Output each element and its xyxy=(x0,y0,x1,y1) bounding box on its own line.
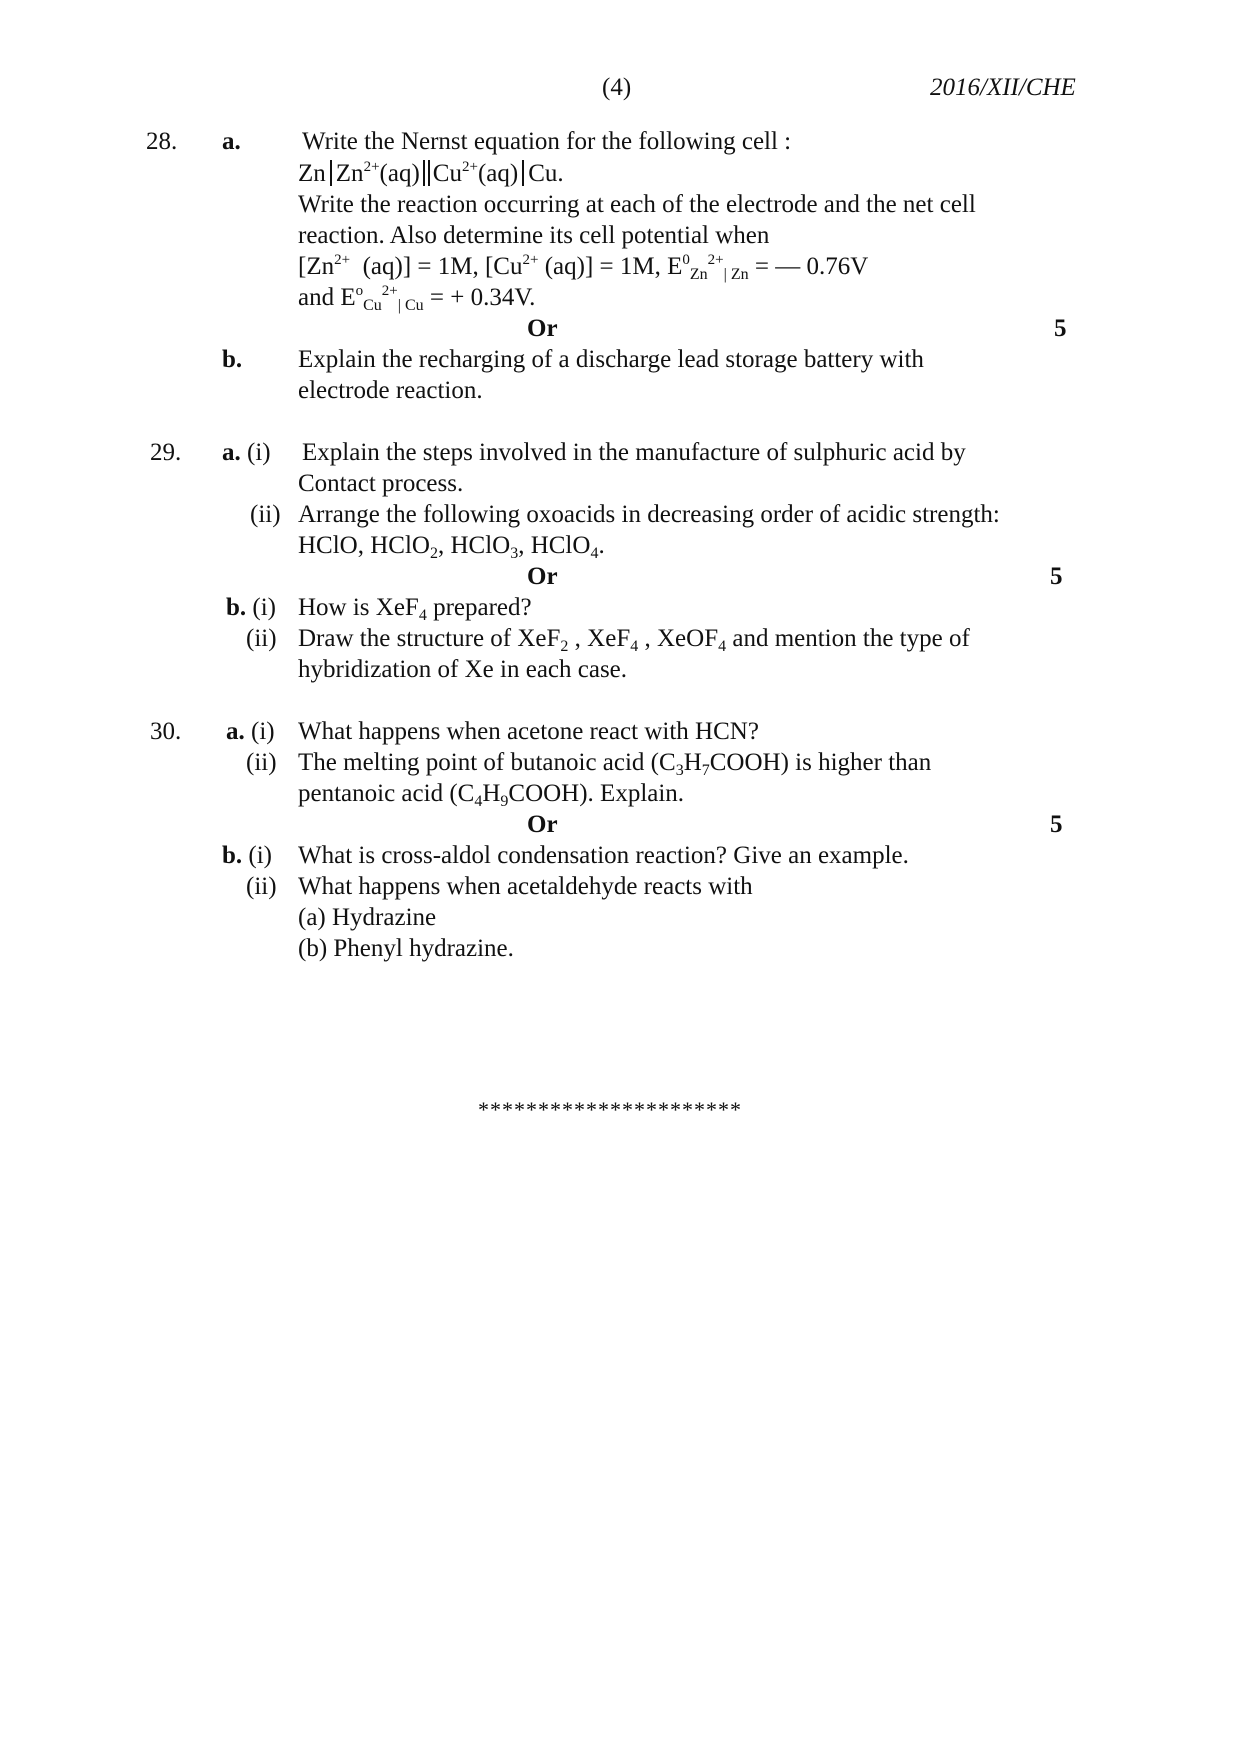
q30b-i: What is cross-aldol condensation reaction? Give an example. xyxy=(298,842,909,869)
q30b-ii-line1: What happens when acetaldehyde reacts with xyxy=(298,873,753,900)
q30a-ii-l2-text: pentanoic acid (C xyxy=(298,780,475,807)
cell-zn-aq: (aq) xyxy=(379,160,420,187)
q28-marks: 5 xyxy=(1054,315,1067,342)
cell-cu-aq: (aq) xyxy=(477,160,519,187)
question-number-28: 28. xyxy=(146,128,178,155)
q30a-ii-l2-post: COOH). Explain. xyxy=(508,780,685,807)
cond-e-zero: 0 xyxy=(682,252,690,268)
q29b-i-sub: 4 xyxy=(418,607,427,624)
q29-part-b-label: b. xyxy=(226,594,247,621)
q30a-ii-line1 xyxy=(298,747,931,778)
q30-part-a-label: a. xyxy=(226,718,245,745)
q30a-label xyxy=(226,716,275,747)
q29a-i-label: (i) xyxy=(247,439,271,466)
q29a-i-line2: Contact process. xyxy=(298,470,464,497)
acid-sub4: 4 xyxy=(590,545,599,562)
acid-sub3: 3 xyxy=(510,545,519,562)
q29b-ii-post: and mention the type of xyxy=(726,625,970,652)
cond-val1: = — 0.76V xyxy=(754,253,869,280)
salt-bridge-icon xyxy=(423,160,430,186)
cell-zn: Zn xyxy=(298,160,326,187)
q30-marks: 5 xyxy=(1050,811,1063,838)
q29b-ii-sub1: 2 xyxy=(560,638,569,655)
q28a-line4: reaction. Also determine its cell potential when xyxy=(298,222,770,249)
q29a-i-line1: Explain the steps involved in the manufacture of sulphuric acid by xyxy=(302,439,966,466)
q30b-ii-label: (ii) xyxy=(246,873,277,900)
q29-part-a-label: a. xyxy=(222,439,241,466)
paper-code: 2016/XII/CHE xyxy=(930,74,1076,101)
q29b-ii-text: Draw the structure of XeF xyxy=(298,625,561,652)
q30a-i-label: (i) xyxy=(251,718,275,745)
cond-e-cu-charge: 2+ xyxy=(381,283,398,299)
cond-e-o: o xyxy=(355,283,364,299)
q29a-ii-acids xyxy=(298,530,605,561)
q29b-i xyxy=(298,592,532,623)
q29b-ii-mid1: , XeF xyxy=(568,625,631,652)
q29b-ii-sub2: 4 xyxy=(630,638,639,655)
q30-part-b-label: b. xyxy=(222,842,243,869)
page-number: (4) xyxy=(602,74,632,101)
q30a-ii-sub1: 3 xyxy=(675,762,684,779)
cond-aq2: (aq)] = 1M, E xyxy=(544,253,683,280)
q30a-ii-sub4: 9 xyxy=(500,793,509,810)
cond-val2: = + 0.34V. xyxy=(429,284,536,311)
q28-or: Or xyxy=(527,315,558,342)
q30a-ii-sub3: 4 xyxy=(474,793,483,810)
q30a-i: What happens when acetone react with HCN? xyxy=(298,718,759,745)
q28-part-b-label: b. xyxy=(222,346,243,373)
cell-cu: Cu. xyxy=(528,160,564,187)
q28a-line3: Write the reaction occurring at each of the electrode and the net cell xyxy=(298,191,976,218)
q29b-label xyxy=(226,592,276,623)
cond-e-cu: Cu xyxy=(363,297,382,314)
q28-part-a-label: a. xyxy=(222,128,241,155)
q30b-ii-line3: (b) Phenyl hydrazine. xyxy=(298,935,514,962)
q29a-ii-line1: Arrange the following oxoacids in decreasing order of acidic strength: xyxy=(298,501,1000,528)
q30a-ii-sub2: 7 xyxy=(701,762,710,779)
q29a-label xyxy=(222,437,271,468)
q29-marks: 5 xyxy=(1050,563,1063,590)
q30a-ii-text: The melting point of butanoic acid (C xyxy=(298,749,676,776)
cell-cu-ion: Cu xyxy=(432,160,462,187)
question-number-30: 30. xyxy=(150,718,182,745)
acid-sub2: 2 xyxy=(429,545,438,562)
q30-or: Or xyxy=(527,811,558,838)
q30a-ii-line2 xyxy=(298,778,684,809)
cond-and-e: and E xyxy=(298,284,356,311)
zn-charge: 2+ xyxy=(363,159,380,175)
q28b-line1: Explain the recharging of a discharge lead storage battery with xyxy=(298,346,924,373)
q29-or: Or xyxy=(527,563,558,590)
cond-e-bar-zn: | Zn xyxy=(723,266,749,283)
cu-charge: 2+ xyxy=(461,159,478,175)
q30b-i-label: (i) xyxy=(248,842,273,869)
acid-end: . xyxy=(598,532,605,559)
q29b-ii-line1 xyxy=(298,623,970,654)
cell-zn-ion: Zn xyxy=(335,160,364,187)
acid-hclo: HClO, HClO xyxy=(298,532,430,559)
cond-zn-charge: 2+ xyxy=(334,252,351,268)
q29b-ii-label: (ii) xyxy=(246,625,277,652)
q29b-i-text: How is XeF xyxy=(298,594,419,621)
cond-e-bar-cu: | Cu xyxy=(397,297,424,314)
q29b-ii-sub3: 4 xyxy=(718,638,727,655)
q28b-line2: electrode reaction. xyxy=(298,377,483,404)
q29b-i-post: prepared? xyxy=(426,594,532,621)
q30b-label xyxy=(222,840,272,871)
q28a-cell-notation xyxy=(298,158,564,189)
q30a-ii-post: COOH) is higher than xyxy=(709,749,932,776)
cond-cu-charge: 2+ xyxy=(522,252,539,268)
cond-e-zn-charge: 2+ xyxy=(707,252,724,268)
phase-boundary-icon xyxy=(330,160,332,186)
q30b-ii-line2: (a) Hydrazine xyxy=(298,904,437,931)
cond-zn: [Zn xyxy=(298,253,335,280)
cond-aq1: (aq)] = 1M, [Cu xyxy=(362,253,523,280)
q28a-conditions-line2 xyxy=(298,282,535,313)
q30a-ii-mid2: H xyxy=(482,780,501,807)
acid-hclo3: , HClO xyxy=(437,532,511,559)
q30a-ii-label: (ii) xyxy=(246,749,277,776)
q30a-ii-mid1: H xyxy=(683,749,702,776)
q29b-i-label: (i) xyxy=(252,594,277,621)
q28a-line1: Write the Nernst equation for the following cell : xyxy=(302,128,792,155)
question-number-29: 29. xyxy=(150,439,182,466)
phase-boundary-icon xyxy=(522,160,524,186)
end-of-paper-stars: ********************** xyxy=(478,1097,742,1122)
acid-hclo4: , HClO xyxy=(518,532,591,559)
q28a-conditions-line1 xyxy=(298,251,868,282)
cond-e-zn: Zn xyxy=(689,266,708,283)
q29b-ii-mid2: , XeOF xyxy=(638,625,719,652)
q29a-ii-label: (ii) xyxy=(250,501,281,528)
q29b-ii-line2: hybridization of Xe in each case. xyxy=(298,656,628,683)
